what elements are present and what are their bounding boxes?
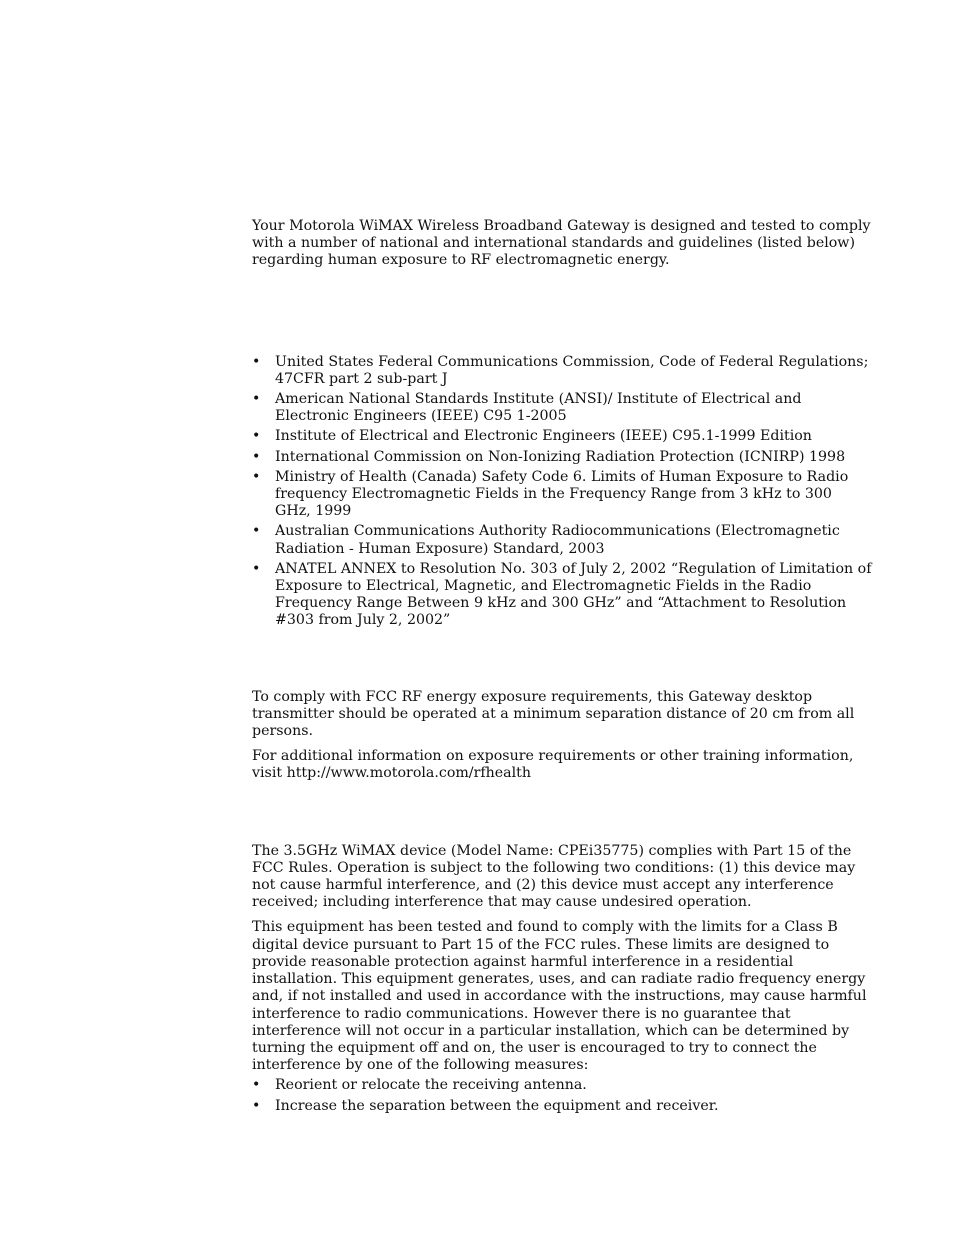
list-item: • American National Standards Institute (ANSI)/ Institute of Electrical and Electronic Engineers (IEEE) C95 1-2005 xyxy=(252,391,872,425)
list-item: • Increase the separation between the equipment and receiver. xyxy=(252,1098,872,1115)
list-item: • International Commission on Non-Ionizing Radiation Protection (ICNIRP) 1998 xyxy=(252,449,872,466)
list-item: • United States Federal Communications Commission, Code of Federal Regulations; 47CFR part 2 sub-part J xyxy=(252,354,872,388)
list-item: • Institute of Electrical and Electronic Engineers (IEEE) C95.1-1999 Edition xyxy=(252,428,872,445)
part15-paragraph: The 3.5GHz WiMAX device (Model Name: CPEi35775) complies with Part 15 of the FCC Rules. Operation is subject to the following two conditions: (1) this device may not cause harmful interference, and (2) this device must accept any interference received; including interference that may cause undesired operation. xyxy=(252,842,856,911)
class-b-paragraph: This equipment has been tested and found to comply with the limits for a Class B digital device pursuant to Part 15 of the FCC rules. These limits are designed to provide reasonable protection against harmful interference in a residential installation. This equipment generates, uses, and can radiate radio frequency energy and, if not installed and used in accordance with the instructions, may cause harmful interference to radio communications. However there is no guarantee that interference will not occur in a particular installation, which can be determined by turning the equipment off and on, the user is encouraged to try to connect the interference by one of the following measures: xyxy=(252,919,867,1074)
additional-info-paragraph: For additional information on exposure requirements or other training information, visit http://www.motorola.com/rfhealth xyxy=(252,748,854,782)
fcc-exposure-paragraph: To comply with FCC RF energy exposure requirements, this Gateway desktop transmitter should be operated at a minimum separation distance of 20 cm from all persons. xyxy=(252,688,855,740)
list-item: • Australian Communications Authority Radiocommunications (Electromagnetic Radiation - Human Exposure) Standard, 2003 xyxy=(252,523,872,557)
measures-list xyxy=(252,1077,872,1114)
standards-list xyxy=(252,354,872,630)
list-item: • ANATEL ANNEX to Resolution No. 303 of July 2, 2002 “Regulation of Limitation of Exposure to Electrical, Magnetic, and Electromagnetic Fields in the Radio Frequency Range Between 9 kHz and 300 GHz” and “Attachment to Resolution #303 from July 2, 2002” xyxy=(252,561,872,630)
document-body xyxy=(252,218,872,1115)
list-item: • Ministry of Health (Canada) Safety Code 6. Limits of Human Exposure to Radio frequency Electromagnetic Fields in the Frequency Range from 3 kHz to 300 GHz, 1999 xyxy=(252,469,872,521)
list-item: • Reorient or relocate the receiving antenna. xyxy=(252,1077,872,1094)
intro-paragraph: Your Motorola WiMAX Wireless Broadband Gateway is designed and tested to comply with a number of national and international standards and guidelines (listed below) regarding human exposure to RF electromagnetic energy. xyxy=(252,218,871,269)
